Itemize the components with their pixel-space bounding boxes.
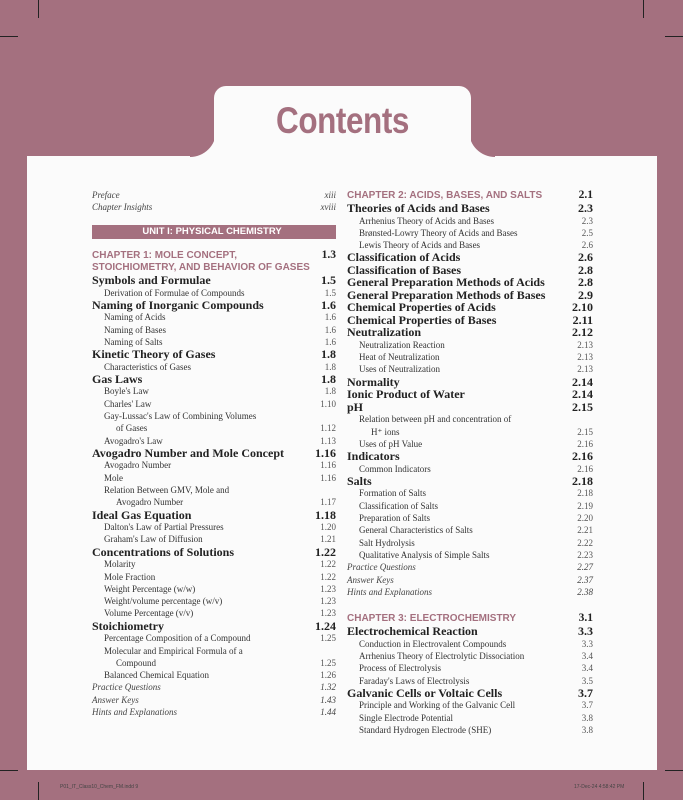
toc-page-number: 1.22: [320, 559, 336, 570]
toc-page-number: 1.3: [321, 249, 336, 261]
toc-page-number: 3.7: [581, 700, 593, 711]
toc-page-number: 1.12: [320, 423, 336, 434]
toc-entry-head[interactable]: [347, 450, 593, 463]
toc-entry-title: Theories of Acids and Bases: [347, 201, 490, 215]
toc-entry-title: pH: [347, 399, 364, 414]
toc-entry-sub[interactable]: [92, 398, 336, 410]
toc-page-number: 1.16: [320, 460, 336, 471]
toc-page-number: 2.19: [577, 500, 593, 511]
toc-entry-title: Brønsted-Lowry Theory of Acids and Bases: [359, 227, 518, 238]
toc-entry-sub[interactable]: [92, 311, 336, 323]
page-title: Contents: [276, 100, 409, 141]
toc-entry-title: UNIT I: PHYSICAL CHEMISTRY: [142, 226, 282, 237]
toc-entry-italic2[interactable]: [92, 694, 336, 706]
toc-page-number: 2.38: [577, 586, 593, 597]
toc-entry-sub[interactable]: [347, 537, 593, 549]
toc-entry-sub[interactable]: [347, 699, 593, 711]
toc-entry-head[interactable]: [92, 299, 336, 312]
toc-entry-title: Heat of Neutralization: [359, 352, 440, 363]
toc-entry-sub[interactable]: [92, 632, 336, 644]
toc-page-number: 1.18: [315, 507, 336, 522]
toc-page-number: 1.5: [321, 273, 336, 287]
toc-page-number: 2.27: [577, 562, 593, 573]
toc-page-number: xviii: [320, 202, 336, 212]
toc-page-number: 1.6: [321, 297, 336, 312]
toc-page-number: 2.16: [577, 438, 593, 449]
toc-entry-head[interactable]: [92, 274, 336, 287]
toc-page-number: 2.22: [577, 537, 593, 548]
toc-entry-sub[interactable]: [92, 607, 336, 619]
toc-entry-sub[interactable]: [347, 500, 593, 512]
toc-entry-title: Avogadro's Law: [104, 435, 163, 446]
toc-entry-sub[interactable]: [347, 675, 593, 687]
toc-entry-title: Uses of Neutralization: [359, 364, 440, 375]
toc-page-number: 2.14: [572, 387, 593, 402]
toc-entry-title: Formation of Salts: [359, 488, 426, 499]
toc-page-number: 3.3: [581, 638, 593, 649]
toc-entry-chap[interactable]: [92, 249, 336, 274]
tab-notch-left: [190, 131, 216, 157]
toc-entry-title: Hints and Explanations: [92, 707, 177, 718]
toc-page-number: 2.21: [577, 525, 593, 536]
toc-entry-title: Characteristics of Gases: [104, 361, 191, 372]
toc-entry-title: CHAPTER 3: ELECTROCHEMISTRY: [347, 613, 517, 625]
toc-page-number: 2.23: [577, 549, 593, 560]
crop-mark: [38, 0, 39, 18]
toc-entry-title: Process of Electrolysis: [359, 663, 441, 674]
toc-entry-title: Ideal Gas Equation: [92, 507, 192, 522]
toc-entry-title: Naming of Salts: [104, 336, 163, 347]
toc-page-number: 2.18: [577, 488, 593, 499]
toc-entry-head[interactable]: [92, 546, 336, 559]
toc-entry-title: Answer Keys: [347, 574, 394, 585]
toc-entry-title: Preparation of Salts: [359, 513, 430, 524]
toc-entry-sub[interactable]: [92, 459, 336, 471]
toc-entry-sub[interactable]: [92, 645, 336, 657]
toc-page-number: 2.6: [581, 240, 593, 251]
toc-entry-italic2[interactable]: [92, 681, 336, 693]
toc-entry-title: Answer Keys: [92, 694, 139, 705]
toc-entry-title: Chapter Insights: [92, 202, 153, 212]
toc-page-number: 2.14: [572, 374, 593, 389]
toc-entry-sub[interactable]: [347, 712, 593, 724]
toc-entry-title: Salts: [347, 473, 372, 488]
toc-page-number: 3.4: [581, 663, 593, 674]
toc-page-number: 1.25: [320, 657, 336, 668]
toc-page-number: 3.8: [581, 724, 593, 735]
toc-entry-title: Chemical Properties of Bases: [347, 312, 497, 327]
toc-page-number: xiii: [324, 190, 336, 200]
toc-entry-title: Naming of Bases: [104, 324, 166, 335]
toc-entry-title: Symbols and Formulae: [92, 273, 211, 287]
toc-entry-title: CHAPTER 2: ACIDS, BASES, AND SALTS: [347, 190, 543, 201]
toc-entry-title: Gas Laws: [92, 371, 143, 386]
toc-entry-sub[interactable]: [347, 524, 593, 536]
toc-entry-title: Hints and Explanations: [347, 586, 432, 597]
toc-entry-title: Principle and Working of the Galvanic Cell: [359, 700, 516, 711]
toc-page-number: 2.15: [572, 399, 593, 414]
toc-entry-title: Salt Hydrolysis: [359, 537, 415, 548]
toc-entry-head[interactable]: [347, 388, 593, 401]
toc-entry-sub[interactable]: [347, 215, 593, 227]
toc-entry-head[interactable]: [347, 687, 593, 700]
toc-page-number: 2.10: [572, 300, 593, 315]
toc-entry-title: Qualitative Analysis of Simple Salts: [359, 549, 490, 560]
toc-entry-head[interactable]: [347, 202, 593, 215]
toc-entry-title: Dalton's Law of Partial Pressures: [104, 522, 224, 533]
toc-entry-title: Weight/volume percentage (w/v): [104, 596, 223, 607]
toc-entry-title: Indicators: [347, 449, 400, 464]
toc-page-number: 2.9: [578, 287, 593, 302]
toc-entry-sub[interactable]: [92, 410, 336, 422]
toc-entry-title: Avogadro Number: [104, 460, 172, 471]
crop-mark: [38, 782, 39, 800]
toc-entry-title: Arrhenius Theory of Acids and Bases: [359, 215, 495, 226]
toc-page-number: 2.16: [572, 449, 593, 464]
toc-entry-sub2[interactable]: [347, 426, 593, 438]
toc-page-number: 1.5: [324, 287, 336, 298]
toc-entry-sub[interactable]: [92, 324, 336, 336]
toc-entry-title: Electrochemical Reaction: [347, 624, 478, 639]
toc-page-number: 2.37: [577, 574, 593, 585]
toc-entry-sub[interactable]: [347, 363, 593, 375]
toc-entry-sub[interactable]: [347, 487, 593, 499]
toc-page-number: 2.18: [572, 473, 593, 488]
toc-page-number: 1.8: [321, 347, 336, 362]
toc-page-number: 2.15: [577, 426, 593, 437]
toc-entry-title: Lewis Theory of Acids and Bases: [359, 240, 481, 251]
toc-spacer: [347, 598, 593, 612]
toc-entry-head[interactable]: [347, 475, 593, 488]
toc-page-number: 3.8: [581, 712, 593, 723]
toc-page-number: 3.1: [578, 612, 593, 625]
toc-entry-head[interactable]: [92, 509, 336, 522]
tab-notch-right: [469, 131, 495, 157]
toc-entry-sub2[interactable]: [92, 657, 336, 669]
toc-page-number: 1.23: [320, 583, 336, 594]
toc-page-number: 2.11: [572, 312, 593, 327]
toc-page-number: 2.12: [572, 325, 593, 340]
toc-page-number: 2.3: [581, 215, 593, 226]
toc-page-number: 1.32: [320, 682, 336, 693]
toc-entry-title: Avogadro Number: [116, 497, 184, 508]
toc-page-number: 1.23: [320, 608, 336, 619]
toc-entry-head[interactable]: [92, 373, 336, 386]
toc-entry-sub[interactable]: [347, 227, 593, 239]
toc-entry-sub2[interactable]: [92, 496, 336, 508]
toc-entry-title: Relation between pH and concentration of: [359, 414, 512, 425]
toc-entry-sub[interactable]: [92, 484, 336, 496]
footer-timestamp: 17-Dec-24 4:58:42 PM: [574, 784, 625, 790]
toc-entry-sub[interactable]: [347, 638, 593, 650]
crop-mark: [0, 770, 18, 771]
toc-page-number: 2.8: [578, 275, 593, 290]
toc-entry-head[interactable]: [92, 447, 336, 460]
toc-entry-title: Classification of Bases: [347, 262, 461, 277]
toc-entry-title: Concentrations of Solutions: [92, 544, 235, 559]
toc-page-number: 2.20: [577, 513, 593, 524]
toc-entry-title: Neutralization: [347, 325, 421, 340]
toc-entry-title: Galvanic Cells or Voltaic Cells: [347, 685, 503, 700]
toc-entry-title: Derivation of Formulae of Compounds: [104, 287, 245, 298]
toc-entry-sub[interactable]: [347, 413, 593, 425]
toc-page-number: 1.8: [324, 386, 336, 397]
toc-entry-title: Gay-Lussac's Law of Combining Volumes: [104, 411, 257, 422]
toc-entry-sub[interactable]: [92, 583, 336, 595]
toc-entry-title: Preface: [92, 190, 120, 200]
toc-entry-italic2[interactable]: [347, 586, 593, 598]
toc-page-number: 2.13: [577, 339, 593, 350]
toc-entry-title: Normality: [347, 374, 400, 389]
toc-page-number: 1.43: [320, 694, 336, 705]
toc-entry-sub[interactable]: [347, 662, 593, 674]
toc-entry-italic2[interactable]: [92, 706, 336, 718]
toc-entry-sub[interactable]: [347, 463, 593, 475]
footer-file-name: P01_IT_Class10_Chem_FM.indd 9: [60, 784, 139, 790]
toc-entry-title: Balanced Chemical Equation: [104, 670, 209, 681]
toc-entry-title: Practice Questions: [347, 562, 416, 573]
toc-entry-title: Standard Hydrogen Electrode (SHE): [359, 724, 492, 735]
toc-entry-title: Naming of Acids: [104, 312, 166, 323]
crop-mark: [643, 782, 644, 800]
toc-page-number: 1.25: [320, 633, 336, 644]
toc-page-number: 1.23: [320, 596, 336, 607]
toc-page-number: 2.8: [578, 262, 593, 277]
toc-entry-title: General Characteristics of Salts: [359, 525, 473, 536]
toc-entry-sub2[interactable]: [92, 422, 336, 434]
toc-entry-title: Compound: [116, 657, 157, 668]
toc-entry-italic[interactable]: [92, 201, 336, 213]
toc-page-number: 2.1: [578, 189, 593, 201]
toc-page-number: 3.7: [578, 685, 593, 700]
toc-entry-sub[interactable]: [347, 351, 593, 363]
toc-entry-title: Neutralization Reaction: [359, 339, 445, 350]
toc-entry-title: H⁺ ions: [371, 426, 400, 437]
toc-page-number: 1.8: [321, 371, 336, 386]
toc-entry-title: CHAPTER 1: MOLE CONCEPT, STOICHIOMETRY, AND BEHAVIOR OF GASES: [92, 250, 310, 273]
toc-page-number: 1.13: [320, 435, 336, 446]
toc-entry-sub[interactable]: [347, 724, 593, 736]
toc-entry-title: Ionic Product of Water: [347, 387, 465, 402]
toc-entry-title: Charles' Law: [104, 398, 152, 409]
toc-entry-italic2[interactable]: [347, 574, 593, 586]
toc-column-left: [92, 189, 336, 718]
toc-entry-sub[interactable]: [92, 558, 336, 570]
toc-entry-title: Boyle's Law: [104, 386, 149, 397]
toc-entry-title: Percentage Composition of a Compound: [104, 633, 251, 644]
toc-page-number: 1.6: [324, 324, 336, 335]
toc-entry-head[interactable]: [347, 401, 593, 414]
toc-entry-sub[interactable]: [347, 339, 593, 351]
toc-entry-sub[interactable]: [347, 512, 593, 524]
toc-entry-title: Volume Percentage (v/v): [104, 608, 194, 619]
toc-entry-title: Single Electrode Potential: [359, 712, 453, 723]
crop-mark: [643, 0, 644, 18]
toc-page-number: 3.4: [581, 650, 593, 661]
toc-entry-title: General Preparation Methods of Bases: [347, 287, 546, 302]
toc-entry-title: Conduction in Electrovalent Compounds: [359, 638, 507, 649]
toc-entry-title: Practice Questions: [92, 682, 161, 693]
toc-entry-sub[interactable]: [92, 287, 336, 299]
toc-page-number: 1.21: [320, 534, 336, 545]
toc-entry-sub[interactable]: [92, 385, 336, 397]
crop-mark: [0, 36, 18, 37]
toc-entry-title: Mole Fraction: [104, 571, 156, 582]
toc-entry-sub[interactable]: [92, 571, 336, 583]
toc-page-number: 1.22: [315, 544, 336, 559]
toc-entry-title: Kinetic Theory of Gases: [92, 347, 216, 362]
toc-column-right: [347, 189, 593, 736]
toc-page-number: 2.6: [578, 250, 593, 265]
toc-entry-sub[interactable]: [347, 650, 593, 662]
toc-page-number: 3.5: [581, 675, 593, 686]
toc-page-number: 1.6: [324, 336, 336, 347]
toc-entry-title: Molecular and Empirical Formula of a: [104, 645, 243, 656]
toc-page-number: 1.20: [320, 522, 336, 533]
toc-entry-head[interactable]: [92, 620, 336, 633]
toc-page-number: 2.16: [577, 463, 593, 474]
toc-entry-title: Faraday's Laws of Electrolysis: [359, 675, 470, 686]
toc-entry-title: Classification of Salts: [359, 500, 438, 511]
toc-entry-sub[interactable]: [347, 549, 593, 561]
toc-entry-title: Uses of pH Value: [359, 438, 423, 449]
toc-entry-title: General Preparation Methods of Acids: [347, 275, 545, 290]
toc-entry-head[interactable]: [347, 625, 593, 638]
toc-entry-sub[interactable]: [92, 533, 336, 545]
toc-entry-title: of Gases: [116, 423, 148, 434]
toc-entry-title: Classification of Acids: [347, 250, 461, 265]
toc-page-number: 1.44: [320, 707, 336, 718]
toc-page-number: 2.13: [577, 352, 593, 363]
toc-page-number: 1.22: [320, 571, 336, 582]
toc-page-number: 2.13: [577, 364, 593, 375]
toc-entry-sub[interactable]: [92, 521, 336, 533]
toc-entry-head[interactable]: [347, 326, 593, 339]
toc-page-number: 1.16: [320, 472, 336, 483]
toc-entry-title: Common Indicators: [359, 463, 431, 474]
toc-page-number: 1.10: [320, 398, 336, 409]
toc-entry-sub[interactable]: [92, 472, 336, 484]
toc-entry-title: Graham's Law of Diffusion: [104, 534, 203, 545]
toc-entry-title: Molarity: [104, 559, 136, 570]
toc-entry-title: Chemical Properties of Acids: [347, 300, 496, 315]
crop-mark: [665, 36, 683, 37]
toc-entry-title: Mole: [104, 472, 123, 483]
toc-page-number: 1.17: [320, 497, 336, 508]
toc-entry-title: Stoichiometry: [92, 618, 164, 633]
toc-entry-italic[interactable]: [92, 189, 336, 201]
toc-entry-sub[interactable]: [92, 669, 336, 681]
toc-page-number: 1.6: [324, 312, 336, 323]
toc-entry-title: Avogadro Number and Mole Concept: [92, 445, 284, 460]
toc-page-number: 2.5: [581, 227, 593, 238]
crop-mark: [665, 770, 683, 771]
toc-entry-title: Relation Between GMV, Mole and: [104, 485, 230, 496]
toc-page-number: 1.8: [324, 361, 336, 372]
toc-entry-head[interactable]: [92, 348, 336, 361]
toc-entry-title: Naming of Inorganic Compounds: [92, 297, 264, 312]
toc-page-number: 2.3: [578, 201, 593, 215]
toc-page-number: 1.24: [315, 618, 336, 633]
toc-entry-italic2[interactable]: [347, 561, 593, 573]
toc-entry-unit[interactable]: [92, 225, 336, 239]
toc-entry-title: Weight Percentage (w/w): [104, 583, 196, 594]
toc-page-number: 1.16: [315, 445, 336, 460]
toc-page-number: 1.26: [320, 670, 336, 681]
toc-page-number: 3.3: [578, 624, 593, 639]
toc-entry-title: Arrhenius Theory of Electrolytic Dissociation: [359, 650, 525, 661]
toc-entry-sub[interactable]: [92, 595, 336, 607]
